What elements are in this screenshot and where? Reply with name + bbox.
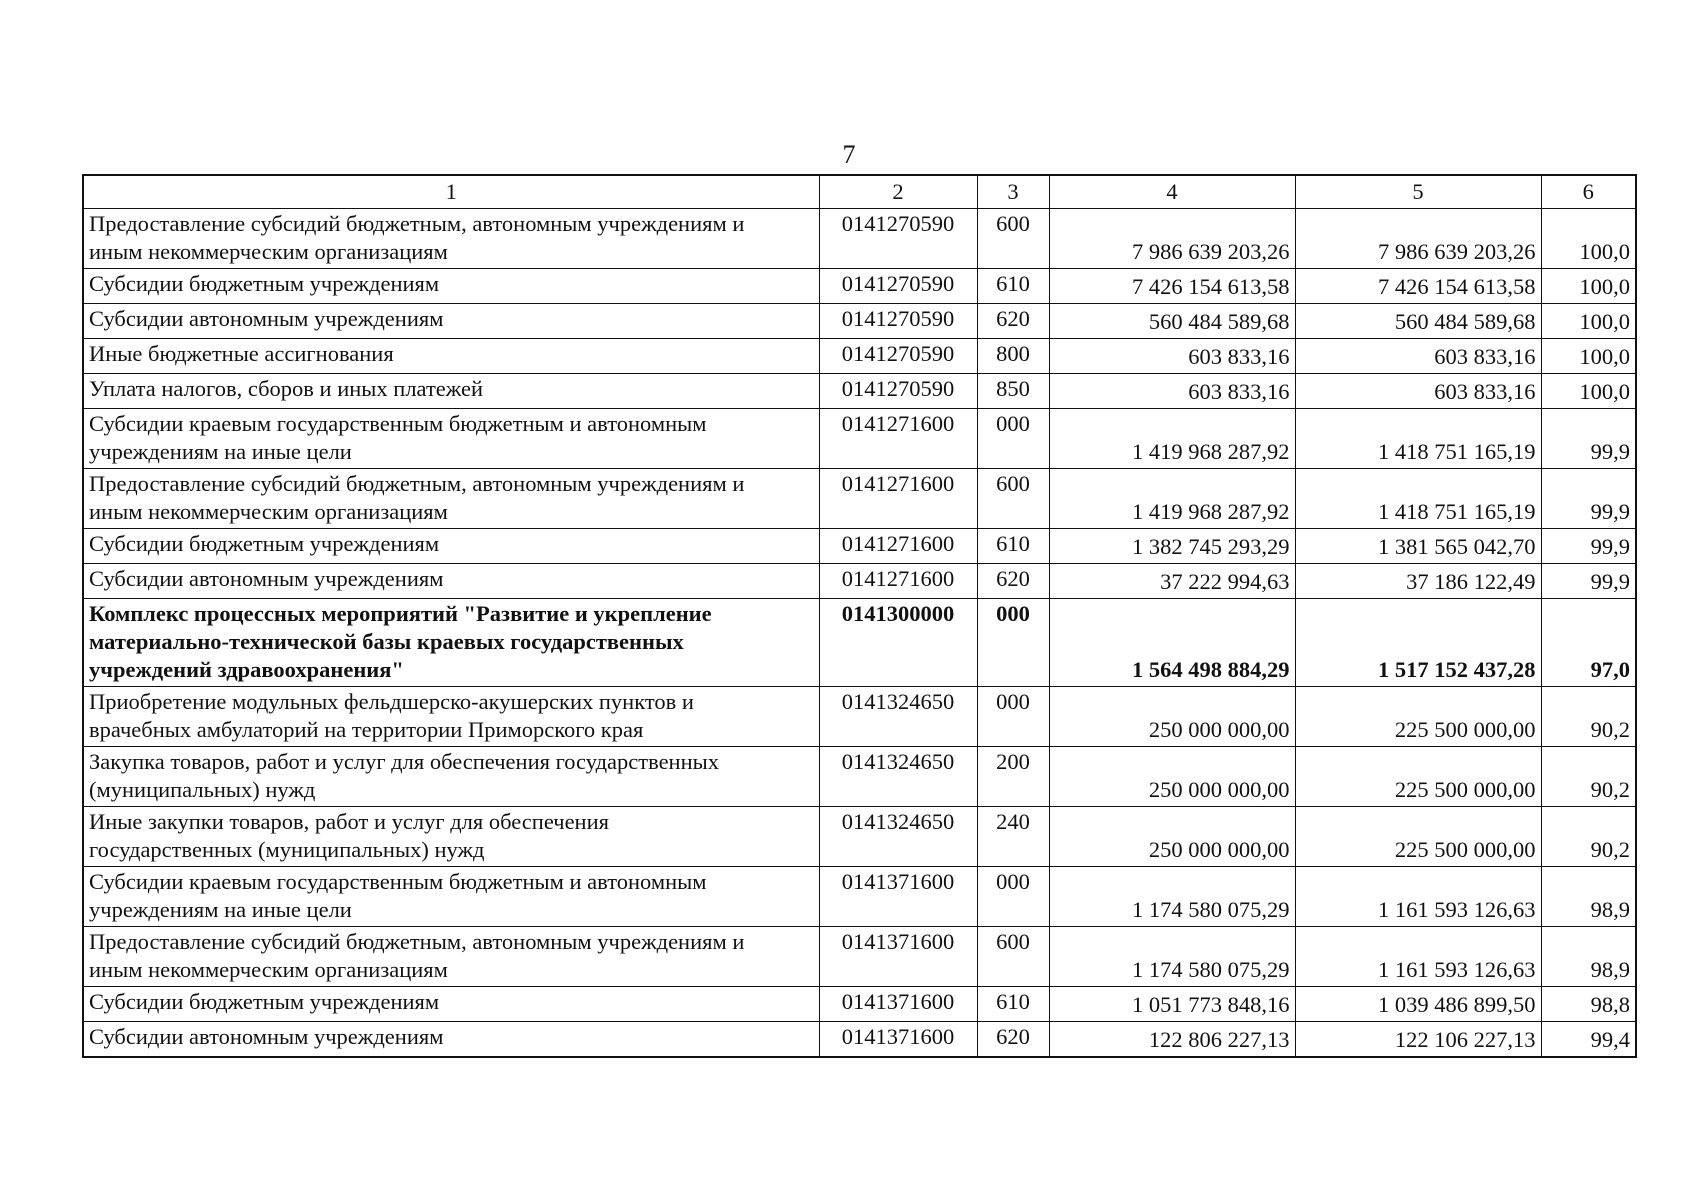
execution-percent: 98,9 bbox=[1541, 867, 1636, 927]
table-row bbox=[83, 867, 1636, 927]
table-header-row bbox=[83, 175, 1636, 209]
row-name bbox=[83, 304, 819, 339]
row-name bbox=[83, 529, 819, 564]
actual-amount: 225 500 000,00 bbox=[1295, 807, 1541, 867]
target-code: 0141371600 bbox=[819, 987, 977, 1022]
table-row bbox=[83, 927, 1636, 987]
row-name-line: Предоставление субсидий бюджетным, автономным учреждениям и bbox=[89, 211, 745, 236]
expense-type-code: 610 bbox=[977, 987, 1049, 1022]
row-name-line: Субсидии краевым государственным бюджетным и автономным bbox=[89, 411, 707, 436]
target-code: 0141371600 bbox=[819, 1022, 977, 1057]
target-code: 0141324650 bbox=[819, 807, 977, 867]
execution-percent: 99,9 bbox=[1541, 469, 1636, 529]
actual-amount: 225 500 000,00 bbox=[1295, 747, 1541, 807]
row-name bbox=[83, 867, 819, 927]
row-name-line: государственных (муниципальных) нужд bbox=[89, 837, 485, 862]
target-code: 0141371600 bbox=[819, 927, 977, 987]
planned-amount: 1 174 580 075,29 bbox=[1049, 867, 1295, 927]
planned-amount: 1 419 968 287,92 bbox=[1049, 409, 1295, 469]
planned-amount: 603 833,16 bbox=[1049, 339, 1295, 374]
row-name bbox=[83, 209, 819, 269]
row-name-line: Комплекс процессных мероприятий "Развитие и укрепление bbox=[89, 601, 712, 626]
row-name bbox=[83, 987, 819, 1022]
expense-type-code: 800 bbox=[977, 339, 1049, 374]
actual-amount: 1 161 593 126,63 bbox=[1295, 927, 1541, 987]
target-code: 0141324650 bbox=[819, 747, 977, 807]
table-row bbox=[83, 687, 1636, 747]
actual-amount: 122 106 227,13 bbox=[1295, 1022, 1541, 1057]
actual-amount: 603 833,16 bbox=[1295, 339, 1541, 374]
expense-type-code: 000 bbox=[977, 687, 1049, 747]
row-name-line: Субсидии краевым государственным бюджетным и автономным bbox=[89, 869, 707, 894]
budget-table bbox=[82, 174, 1637, 1058]
target-code: 0141270590 bbox=[819, 209, 977, 269]
table-row bbox=[83, 374, 1636, 409]
planned-amount: 250 000 000,00 bbox=[1049, 807, 1295, 867]
row-name-line: иным некоммерческим организациям bbox=[89, 239, 448, 264]
execution-percent: 97,0 bbox=[1541, 599, 1636, 687]
target-code: 0141271600 bbox=[819, 469, 977, 529]
row-name bbox=[83, 747, 819, 807]
actual-amount: 1 381 565 042,70 bbox=[1295, 529, 1541, 564]
expense-type-code: 240 bbox=[977, 807, 1049, 867]
expense-type-code: 610 bbox=[977, 269, 1049, 304]
execution-percent: 100,0 bbox=[1541, 304, 1636, 339]
table-row bbox=[83, 564, 1636, 599]
row-name bbox=[83, 564, 819, 599]
execution-percent: 90,2 bbox=[1541, 807, 1636, 867]
execution-percent: 98,9 bbox=[1541, 927, 1636, 987]
planned-amount: 1 174 580 075,29 bbox=[1049, 927, 1295, 987]
table-row bbox=[83, 599, 1636, 687]
planned-amount: 1 382 745 293,29 bbox=[1049, 529, 1295, 564]
row-name bbox=[83, 339, 819, 374]
expense-type-code: 000 bbox=[977, 409, 1049, 469]
row-name-line: учреждений здравоохранения" bbox=[89, 657, 404, 682]
row-name-line: Субсидии бюджетным учреждениям bbox=[89, 531, 440, 556]
expense-type-code: 000 bbox=[977, 867, 1049, 927]
table-row bbox=[83, 304, 1636, 339]
row-name bbox=[83, 374, 819, 409]
row-name bbox=[83, 409, 819, 469]
table-row bbox=[83, 409, 1636, 469]
column-header: 4 bbox=[1049, 175, 1295, 209]
row-name bbox=[83, 927, 819, 987]
expense-type-code: 620 bbox=[977, 304, 1049, 339]
row-name-line: Субсидии автономным учреждениям bbox=[89, 306, 444, 331]
planned-amount: 250 000 000,00 bbox=[1049, 747, 1295, 807]
target-code: 0141270590 bbox=[819, 304, 977, 339]
row-name-line: (муниципальных) нужд bbox=[89, 777, 316, 802]
row-name-line: учреждениям на иные цели bbox=[89, 439, 352, 464]
row-name-line: материально-технической базы краевых государственных bbox=[89, 629, 684, 654]
column-header: 5 bbox=[1295, 175, 1541, 209]
execution-percent: 90,2 bbox=[1541, 687, 1636, 747]
table-row bbox=[83, 339, 1636, 374]
target-code: 0141270590 bbox=[819, 374, 977, 409]
target-code: 0141271600 bbox=[819, 409, 977, 469]
execution-percent: 99,4 bbox=[1541, 1022, 1636, 1057]
expense-type-code: 850 bbox=[977, 374, 1049, 409]
column-header: 2 bbox=[819, 175, 977, 209]
actual-amount: 1 039 486 899,50 bbox=[1295, 987, 1541, 1022]
execution-percent: 99,9 bbox=[1541, 529, 1636, 564]
row-name-line: учреждениям на иные цели bbox=[89, 897, 352, 922]
execution-percent: 100,0 bbox=[1541, 374, 1636, 409]
planned-amount: 1 051 773 848,16 bbox=[1049, 987, 1295, 1022]
table-row bbox=[83, 469, 1636, 529]
table-row bbox=[83, 807, 1636, 867]
expense-type-code: 620 bbox=[977, 564, 1049, 599]
page-number: 7 bbox=[842, 140, 856, 169]
execution-percent: 99,9 bbox=[1541, 409, 1636, 469]
table-row bbox=[83, 209, 1636, 269]
row-name-line: Субсидии бюджетным учреждениям bbox=[89, 989, 440, 1014]
row-name-line: иным некоммерческим организациям bbox=[89, 957, 448, 982]
actual-amount: 1 517 152 437,28 bbox=[1295, 599, 1541, 687]
planned-amount: 560 484 589,68 bbox=[1049, 304, 1295, 339]
planned-amount: 7 986 639 203,26 bbox=[1049, 209, 1295, 269]
table-row bbox=[83, 1022, 1636, 1057]
row-name-line: Предоставление субсидий бюджетным, автономным учреждениям и bbox=[89, 471, 745, 496]
actual-amount: 7 986 639 203,26 bbox=[1295, 209, 1541, 269]
actual-amount: 37 186 122,49 bbox=[1295, 564, 1541, 599]
row-name-line: Уплата налогов, сборов и иных платежей bbox=[89, 376, 484, 401]
expense-type-code: 610 bbox=[977, 529, 1049, 564]
target-code: 0141371600 bbox=[819, 867, 977, 927]
planned-amount: 122 806 227,13 bbox=[1049, 1022, 1295, 1057]
execution-percent: 100,0 bbox=[1541, 339, 1636, 374]
row-name-line: Субсидии автономным учреждениям bbox=[89, 1024, 444, 1049]
planned-amount: 603 833,16 bbox=[1049, 374, 1295, 409]
target-code: 0141271600 bbox=[819, 529, 977, 564]
row-name bbox=[83, 807, 819, 867]
planned-amount: 37 222 994,63 bbox=[1049, 564, 1295, 599]
column-header: 3 bbox=[977, 175, 1049, 209]
row-name-line: Приобретение модульных фельдшерско-акушерских пунктов и bbox=[89, 689, 694, 714]
row-name-line: Закупка товаров, работ и услуг для обеспечения государственных bbox=[89, 749, 720, 774]
expense-type-code: 200 bbox=[977, 747, 1049, 807]
actual-amount: 560 484 589,68 bbox=[1295, 304, 1541, 339]
row-name-line: Субсидии автономным учреждениям bbox=[89, 566, 444, 591]
execution-percent: 100,0 bbox=[1541, 269, 1636, 304]
row-name bbox=[83, 687, 819, 747]
table-row bbox=[83, 987, 1636, 1022]
row-name-line: иным некоммерческим организациям bbox=[89, 499, 448, 524]
actual-amount: 1 161 593 126,63 bbox=[1295, 867, 1541, 927]
planned-amount: 1 419 968 287,92 bbox=[1049, 469, 1295, 529]
execution-percent: 90,2 bbox=[1541, 747, 1636, 807]
planned-amount: 1 564 498 884,29 bbox=[1049, 599, 1295, 687]
target-code: 0141300000 bbox=[819, 599, 977, 687]
expense-type-code: 600 bbox=[977, 469, 1049, 529]
actual-amount: 1 418 751 165,19 bbox=[1295, 409, 1541, 469]
column-header: 1 bbox=[83, 175, 819, 209]
row-name bbox=[83, 469, 819, 529]
table-row bbox=[83, 747, 1636, 807]
expense-type-code: 620 bbox=[977, 1022, 1049, 1057]
expense-type-code: 600 bbox=[977, 209, 1049, 269]
target-code: 0141324650 bbox=[819, 687, 977, 747]
execution-percent: 100,0 bbox=[1541, 209, 1636, 269]
actual-amount: 225 500 000,00 bbox=[1295, 687, 1541, 747]
row-name-line: Иные закупки товаров, работ и услуг для обеспечения bbox=[89, 809, 609, 834]
planned-amount: 7 426 154 613,58 bbox=[1049, 269, 1295, 304]
row-name-line: Субсидии бюджетным учреждениям bbox=[89, 271, 440, 296]
row-name bbox=[83, 1022, 819, 1057]
actual-amount: 7 426 154 613,58 bbox=[1295, 269, 1541, 304]
table-row bbox=[83, 529, 1636, 564]
row-name bbox=[83, 269, 819, 304]
execution-percent: 99,9 bbox=[1541, 564, 1636, 599]
table-row bbox=[83, 269, 1636, 304]
expense-type-code: 000 bbox=[977, 599, 1049, 687]
row-name-line: Предоставление субсидий бюджетным, автономным учреждениям и bbox=[89, 929, 745, 954]
row-name-line: Иные бюджетные ассигнования bbox=[89, 341, 394, 366]
target-code: 0141270590 bbox=[819, 339, 977, 374]
actual-amount: 603 833,16 bbox=[1295, 374, 1541, 409]
actual-amount: 1 418 751 165,19 bbox=[1295, 469, 1541, 529]
expense-type-code: 600 bbox=[977, 927, 1049, 987]
execution-percent: 98,8 bbox=[1541, 987, 1636, 1022]
target-code: 0141271600 bbox=[819, 564, 977, 599]
planned-amount: 250 000 000,00 bbox=[1049, 687, 1295, 747]
row-name-line: врачебных амбулаторий на территории Приморского края bbox=[89, 717, 644, 742]
column-header: 6 bbox=[1541, 175, 1636, 209]
target-code: 0141270590 bbox=[819, 269, 977, 304]
row-name bbox=[83, 599, 819, 687]
